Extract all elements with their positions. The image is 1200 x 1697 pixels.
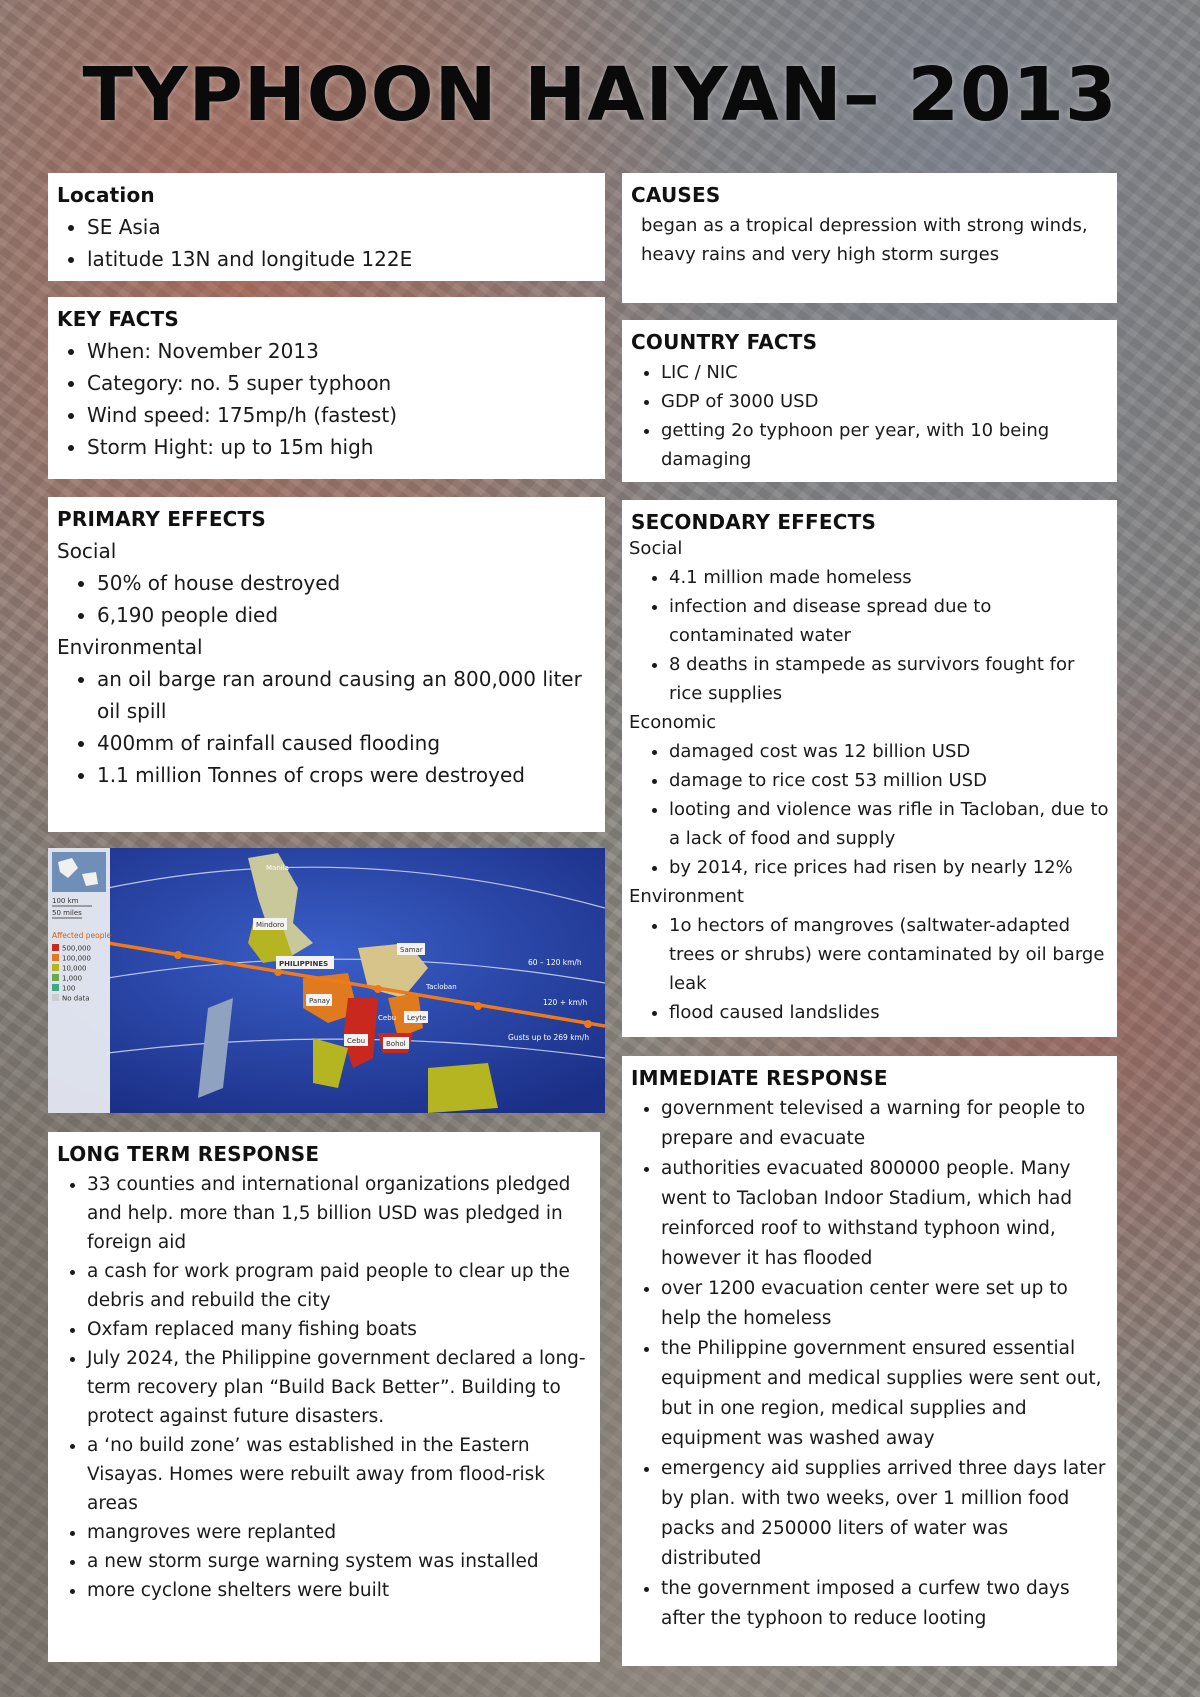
immediate-heading: IMMEDIATE RESPONSE [631,1066,888,1090]
country-facts-heading: COUNTRY FACTS [631,330,818,354]
social-label: Social [57,539,117,563]
wind-band-3: Gusts up to 269 km/h [508,1033,590,1042]
list-item: • infection and disease spread due to contaminated water [669,592,1109,650]
key-facts-heading: KEY FACTS [57,307,179,331]
economic-label: Economic [629,712,717,733]
secondary-effects-heading: SECONDARY EFFECTS [631,510,877,534]
causes-card [622,173,1117,303]
label-panay: Panay [309,997,331,1005]
list-item: • an oil barge ran around causing an 800,000 liter oil spill [97,663,597,727]
environmental-label: Environmental [57,635,203,659]
primary-effects-heading: PRIMARY EFFECTS [57,507,267,531]
secondary-effects-card [622,500,1117,1037]
list-item: • latitude 13N and longitude 122E [87,243,597,275]
list-item: • flood caused landslides [669,998,1109,1027]
track-point [374,985,382,993]
list-item: • a ‘no build zone’ was established in the Eastern Visayas. Homes were rebuilt away from flood-risk areas [87,1431,592,1518]
long-term-heading: LONG TERM RESPONSE [57,1142,320,1166]
label-cebu-city: Cebu [378,1014,397,1022]
long-term-response-card [48,1132,600,1662]
wind-band-2: 120 + km/h [543,998,588,1007]
wind-band-1: 60 – 120 km/h [528,958,582,967]
list-item: • the government imposed a curfew two days after the typhoon to reduce looting [661,1574,1109,1634]
list-item: • a new storm surge warning system was installed [87,1547,592,1576]
legend-swatch [52,974,59,981]
label-manila: Manila [266,864,289,872]
label-cebu: Cebu [347,1037,366,1045]
list-item: • 33 counties and international organizations pledged and help. more than 1,5 billion USD was pledged in foreign aid [87,1170,592,1257]
list-item: • Oxfam replaced many fishing boats [87,1315,592,1344]
list-item: • looting and violence was rifle in Tacloban, due to a lack of food and supply [669,795,1109,853]
list-item: • by 2014, rice prices had risen by nearly 12% [669,853,1109,882]
list-item: • LIC / NIC [661,358,1109,387]
label-philippines: PHILIPPINES [279,960,329,968]
list-item: • 8 deaths in stampede as survivors fought for rice supplies [669,650,1109,708]
environment-label: Environment [629,886,744,907]
track-point [274,968,282,976]
scale-miles: 50 miles [52,909,82,917]
mindanao-island [428,1063,498,1113]
list-item: • SE Asia [87,211,597,243]
legend-swatch [52,994,59,1001]
list-item: • a cash for work program paid people to clear up the debris and rebuild the city [87,1257,592,1315]
list-item: • mangroves were replanted [87,1518,592,1547]
page-title: TYPHOON HAIYAN– 2013 [82,52,1118,138]
list-item: • Wind speed: 175mp/h (fastest) [87,399,597,431]
list-item: • 1o hectors of mangroves (saltwater-adapted trees or shrubs) were contaminated by oil barge leak [669,911,1109,998]
list-item: • more cyclone shelters were built [87,1576,592,1605]
legend-swatch [52,944,59,951]
social-label: Social [629,538,683,559]
immediate-response-card [622,1056,1117,1666]
list-item: • GDP of 3000 USD [661,387,1109,416]
label-tacloban: Tacloban [426,983,457,991]
track-point [584,1020,592,1028]
list-item: • Storm Hight: up to 15m high [87,431,597,463]
location-card [48,173,605,281]
legend-label: 100,000 [62,954,91,963]
legend-swatch [52,954,59,961]
causes-heading: CAUSES [631,183,721,207]
legend-label: 1,000 [62,974,83,983]
list-item: • 1.1 million Tonnes of crops were destroyed [97,759,597,791]
typhoon-track-map [48,848,605,1113]
list-item: • Category: no. 5 super typhoon [87,367,597,399]
legend-swatch [52,964,59,971]
label-leyte: Leyte [407,1014,427,1022]
list-item: • the Philippine government ensured essential equipment and medical supplies were sent out, but in one region, medical supplies and equipment was washed away [661,1334,1109,1454]
list-item: • July 2024, the Philippine government declared a long-term recovery plan “Build Back Better”. Building to protect against future disasters. [87,1344,592,1431]
list-item: • 6,190 people died [97,599,597,631]
track-point [474,1002,482,1010]
list-item: • When: November 2013 [87,335,597,367]
list-item: • emergency aid supplies arrived three days later by plan. with two weeks, over 1 million food packs and 250000 liters of water was distributed [661,1454,1109,1574]
location-heading: Location [57,183,155,207]
list-item: • 4.1 million made homeless [669,563,1109,592]
label-mindoro: Mindoro [256,921,285,929]
list-item: • over 1200 evacuation center were set up to help the homeless [661,1274,1109,1334]
key-facts-card [48,297,605,479]
list-item: • 400mm of rainfall caused flooding [97,727,597,759]
legend-swatch [52,984,59,991]
list-item: • damage to rice cost 53 million USD [669,766,1109,795]
label-bohol: Bohol [386,1040,406,1048]
label-samar: Samar [400,946,423,954]
track-point [174,951,182,959]
list-item: • getting 2o typhoon per year, with 10 being damaging [661,416,1109,474]
legend-title: Affected people [52,931,112,940]
list-item: • authorities evacuated 800000 people. Many went to Tacloban Indoor Stadium, which had reinforced roof to withstand typhoon wind, however it has flooded [661,1154,1109,1274]
country-facts-card [622,320,1117,482]
scale-km: 100 km [52,897,79,905]
list-item: • government televised a warning for people to prepare and evacuate [661,1094,1109,1154]
primary-effects-card [48,497,605,832]
legend-label: 100 [62,984,76,993]
legend-label: 10,000 [62,964,87,973]
list-item: • damaged cost was 12 billion USD [669,737,1109,766]
list-item: • 50% of house destroyed [97,567,597,599]
legend-label: No data [62,994,90,1003]
causes-text: began as a tropical depression with strong winds, heavy rains and very high storm surges [641,215,1088,265]
legend-label: 500,000 [62,944,91,953]
